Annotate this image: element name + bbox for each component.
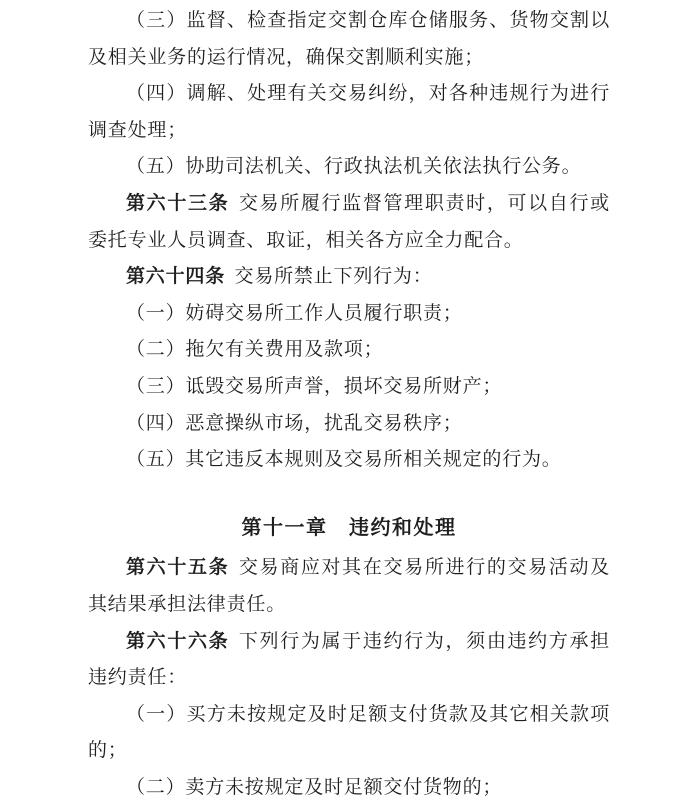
clause-item: （五）其它违反本规则及交易所相关规定的行为。	[126, 449, 562, 471]
clause-item: （五）协助司法机关、行政执法机关依法执行公务。	[126, 156, 582, 178]
clause-item: （三）监督、检查指定交割仓库仓储服务、货物交割以及相关业务的运行情况，确保交割顺利实施；	[88, 10, 610, 68]
article-paragraph	[88, 624, 610, 697]
clause-item: （二）拖欠有关费用及款项；	[126, 339, 384, 361]
article-number: 第六十五条	[126, 557, 230, 579]
clause-item: （四）调解、处理有关交易纠纷，对各种违规行为进行调查处理；	[88, 83, 610, 141]
chapter-heading: 第十一章 违约和处理	[241, 516, 457, 539]
article-number: 第六十三条	[126, 192, 230, 214]
clause-item: （四）恶意操纵市场，扰乱交易秩序；	[126, 412, 463, 434]
article-text: 交易所履行监督管理职责时，可以自行或委托专业人员调查、取证，相关各方应全力配合。	[88, 192, 610, 251]
article-text: 下列行为属于违约行为，须由违约方承担违约责任：	[88, 630, 610, 689]
clause-item: （三）诋毁交易所声誉，损坏交易所财产；	[126, 375, 503, 397]
article-number: 第六十六条	[126, 630, 230, 652]
article-text: 交易商应对其在交易所进行的交易活动及其结果承担法律责任。	[88, 557, 610, 615]
article-text: 交易所禁止下列行为：	[234, 266, 433, 288]
article-number: 第六十四条	[126, 266, 226, 288]
article-paragraph	[88, 259, 610, 296]
clause-item: （一）妨碍交易所工作人员履行职责；	[126, 302, 463, 324]
article-paragraph	[88, 186, 610, 259]
clause-item: （二）卖方未按规定及时足额交付货物的；	[126, 776, 503, 798]
clause-item: （一）买方未按规定及时足额支付货款及其它相关款项的；	[88, 703, 610, 762]
article-paragraph	[88, 550, 610, 623]
